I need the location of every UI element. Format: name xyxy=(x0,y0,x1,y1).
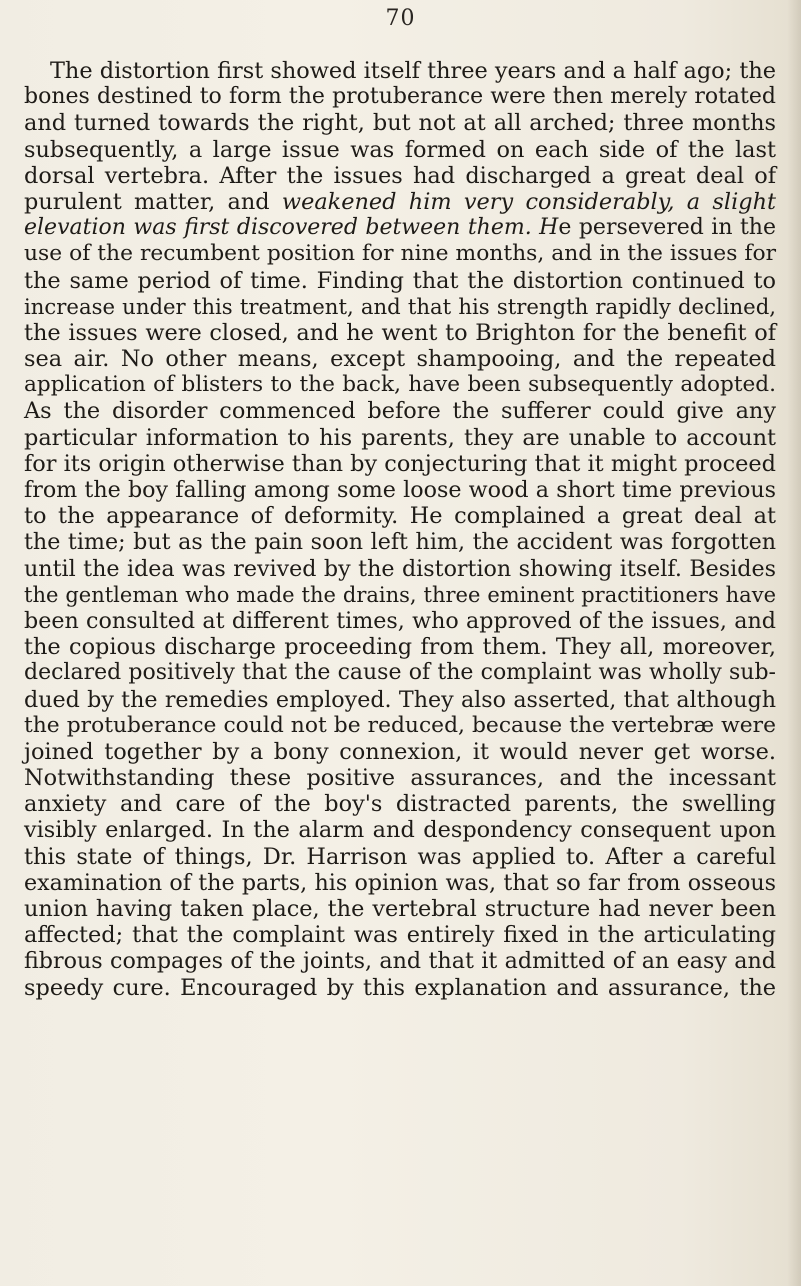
text-line: affected; that the complaint was entirely fixed in the articulating xyxy=(24,922,776,949)
text-line: the copious discharge proceeding from them. They all, moreover, xyxy=(24,634,776,661)
text-line: Notwithstanding these positive assurances, and the incessant xyxy=(24,765,776,792)
text-line: been consulted at different times, who approved of the issues, and xyxy=(24,607,776,634)
text-line: and turned towards the right, but not at all arched; three months xyxy=(24,110,776,137)
text-line: the gentleman who made the drains, three eminent practitioners have xyxy=(24,582,776,607)
text-line: for its origin otherwise than by conjecturing that it might proceed xyxy=(24,450,776,477)
text-line: application of blisters to the back, have been subsequently adopted. xyxy=(24,372,776,398)
text-line: union having taken place, the vertebral structure had never been xyxy=(24,896,776,922)
text-line: to the appearance of deformity. He complained a great deal at xyxy=(24,503,776,530)
text-line: until the idea was revived by the distortion showing itself. Besides xyxy=(24,555,776,582)
roman-text: purulent matter, and xyxy=(24,188,282,215)
text-line: joined together by a bony connexion, it would never get worse. xyxy=(24,738,776,765)
text-line: fibrous compages of the joints, and that it admitted of an easy and xyxy=(24,948,776,975)
text-line: As the disorder commenced before the sufferer could give any xyxy=(24,398,776,425)
text-line: dorsal vertebra. After the issues had discharged a great deal of xyxy=(24,162,776,189)
text-line xyxy=(24,215,776,241)
text-line: sea air. No other means, except shampooing, and the repeated xyxy=(24,346,776,373)
text-line: dued by the remedies employed. They also asserted, that although xyxy=(24,686,776,713)
text-line xyxy=(24,189,776,215)
text-line: visibly enlarged. In the alarm and despondency consequent upon xyxy=(24,817,776,844)
text-line: declared positively that the cause of the complaint was wholly sub- xyxy=(24,660,776,686)
text-line: particular information to his parents, they are unable to account xyxy=(24,424,776,451)
text-line: increase under this treatment, and that his strength rapidly declined, xyxy=(24,293,776,319)
italic-text: weakened him very considerably, a slight xyxy=(281,188,776,215)
text-line: the issues were closed, and he went to Brighton for the benefit of xyxy=(24,319,776,346)
page-number: 70 xyxy=(385,6,416,31)
italic-text: elevation was first discovered between them. H xyxy=(24,215,559,241)
text-line: the same period of time. Finding that the distortion continued to xyxy=(24,267,776,294)
text-line: bones destined to form the protuberance were then merely rotated xyxy=(24,84,776,110)
text-line: the time; but as the pain soon left him, the accident was forgotten xyxy=(24,529,776,556)
text-line: examination of the parts, his opinion was, that so far from osseous xyxy=(24,869,776,896)
roman-text: e persevered in the xyxy=(558,215,777,241)
text-line: use of the recumbent position for nine months, and in the issues for xyxy=(24,241,776,267)
page-edge-shadow xyxy=(787,0,801,1286)
text-line: anxiety and care of the boy's distracted parents, the swelling xyxy=(24,791,776,818)
text-line: the protuberance could not be reduced, because the vertebræ were xyxy=(24,712,776,738)
body-paragraph xyxy=(24,58,776,1001)
text-line: speedy cure. Encouraged by this explanation and assurance, the xyxy=(24,974,776,1001)
text-line: from the boy falling among some loose wood a short time previous xyxy=(24,477,776,503)
text-line: The distortion first showed itself three years and a half ago; the xyxy=(50,58,776,84)
text-line: this state of things, Dr. Harrison was applied to. After a careful xyxy=(24,843,776,870)
text-line: subsequently, a large issue was formed on each side of the last xyxy=(24,136,776,163)
